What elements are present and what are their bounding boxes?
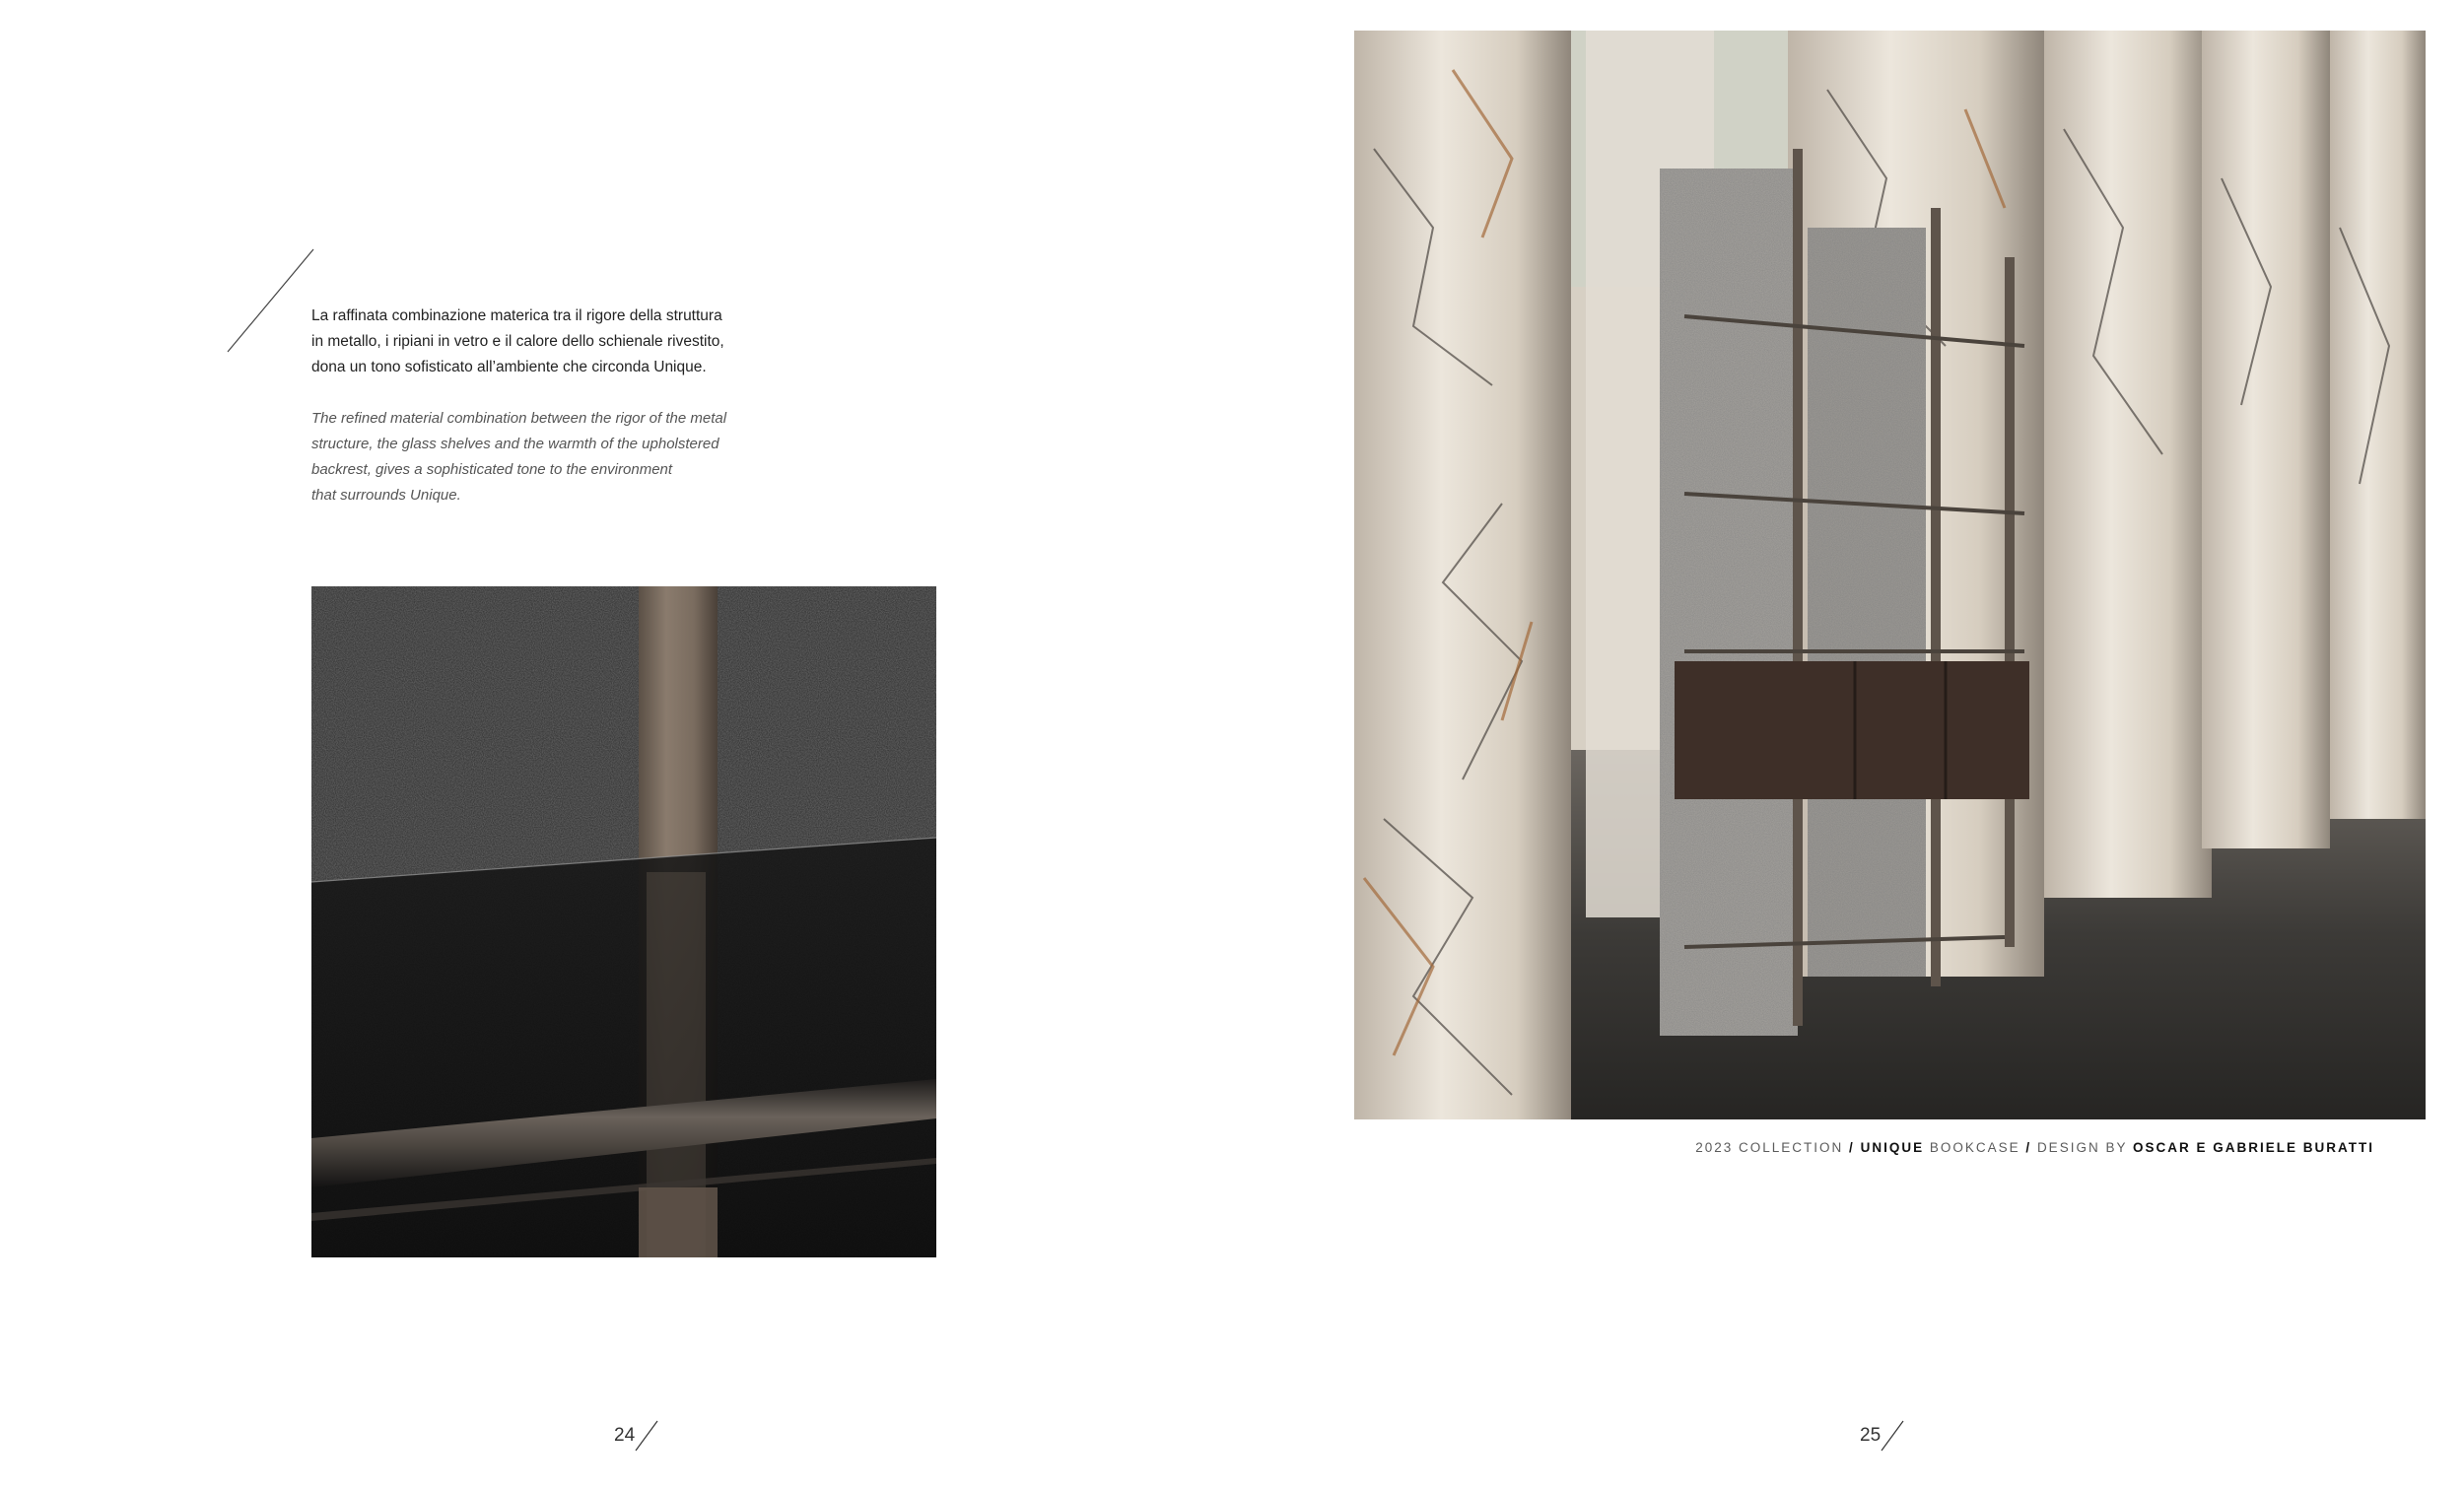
page-number-right	[1860, 1425, 1881, 1447]
caption-sep: /	[2025, 1140, 2032, 1155]
text-line: The refined material combination between the rigor of the metal	[311, 410, 727, 427]
photo-caption	[1695, 1140, 2374, 1155]
caption-designer: OSCAR E GABRIELE BURATTI	[2132, 1140, 2374, 1155]
page-slash-icon	[634, 1419, 659, 1453]
caption-product: UNIQUE	[1860, 1140, 1925, 1155]
page-number-label: 25	[1860, 1425, 1882, 1446]
detail-photo	[311, 586, 936, 1257]
page-number-label: 24	[614, 1425, 636, 1446]
caption-product-type: BOOKCASE	[1929, 1140, 2020, 1155]
caption-design-by: DESIGN BY	[2036, 1140, 2128, 1155]
page-number-left	[614, 1425, 635, 1447]
text-line: backrest, gives a sophisticated tone to the environment	[311, 461, 673, 478]
description-english	[311, 406, 775, 508]
text-line: in metallo, i ripiani in vetro e il calore dello schienale rivestito,	[311, 333, 724, 350]
main-photo-art	[1354, 31, 2426, 1119]
text-line: dona un tono sofisticato all’ambiente che circonda Unique.	[311, 359, 707, 375]
decorative-slash	[227, 248, 315, 353]
main-photo	[1354, 31, 2426, 1119]
text-line: that surrounds Unique.	[311, 487, 461, 504]
page-slash-icon	[1880, 1419, 1905, 1453]
text-line: structure, the glass shelves and the warmth of the upholstered	[311, 436, 719, 452]
detail-photo-art	[311, 586, 936, 1257]
text-line: La raffinata combinazione materica tra il rigore della struttura	[311, 307, 722, 324]
description-italian	[311, 304, 775, 380]
caption-collection: 2023 COLLECTION	[1695, 1140, 1844, 1155]
caption-sep: /	[1849, 1140, 1855, 1155]
